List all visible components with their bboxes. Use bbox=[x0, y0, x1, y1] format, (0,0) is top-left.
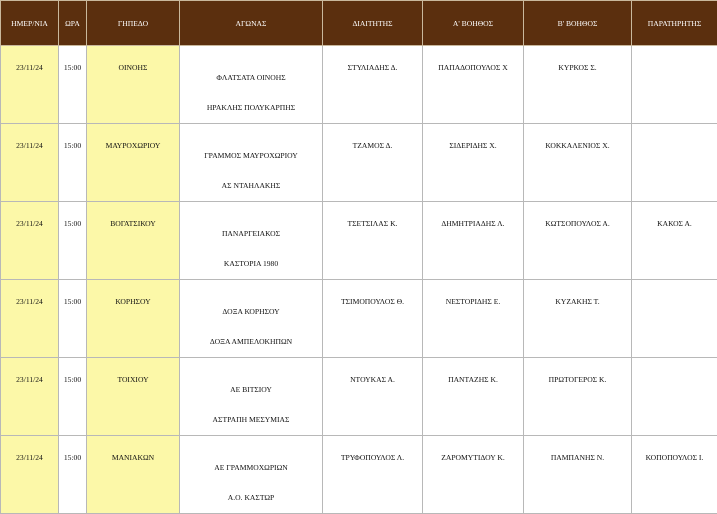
match-cell bbox=[180, 436, 323, 514]
assistant-2-cell: ΚΥΖΑΚΗΣ Τ. bbox=[524, 280, 632, 358]
home-team: ΔΟΞΑ ΚΟΡΗΣΟΥ bbox=[182, 297, 320, 327]
time-cell: 15:00 bbox=[59, 46, 87, 124]
observer-cell: ΚΑΚΟΣ Α. bbox=[632, 202, 717, 280]
assistant-1-cell: ΝΕΣΤΟΡΙΔΗΣ Ε. bbox=[423, 280, 524, 358]
time-cell: 15:00 bbox=[59, 124, 87, 202]
assistant-1-cell: ΣΙΔΕΡΙΔΗΣ Χ. bbox=[423, 124, 524, 202]
date-cell: 23/11/24 bbox=[1, 124, 59, 202]
match-cell bbox=[180, 124, 323, 202]
time-cell: 15:00 bbox=[59, 436, 87, 514]
match-cell bbox=[180, 280, 323, 358]
table-row bbox=[1, 46, 717, 124]
header-match: ΑΓΩΝΑΣ bbox=[180, 1, 323, 46]
table-row bbox=[1, 280, 717, 358]
home-team: ΦΛΑΤΣΑΤΑ ΟΙΝΟΗΣ bbox=[182, 63, 320, 93]
assistant-2-cell: ΠΑΜΠΑΝΗΣ Ν. bbox=[524, 436, 632, 514]
away-team: ΗΡΑΚΛΗΣ ΠΟΛΥΚΑΡΠΗΣ bbox=[182, 93, 320, 123]
header-date: ΗΜΕΡ/ΝΙΑ bbox=[1, 1, 59, 46]
time-cell: 15:00 bbox=[59, 202, 87, 280]
time-cell: 15:00 bbox=[59, 358, 87, 436]
assistant-2-cell: ΚΩΤΣΟΠΟΥΛΟΣ Α. bbox=[524, 202, 632, 280]
referee-cell: ΤΣΕΤΣΙΛΑΣ Κ. bbox=[323, 202, 423, 280]
away-team: ΚΑΣΤΟΡΙΑ 1980 bbox=[182, 249, 320, 279]
table-row bbox=[1, 202, 717, 280]
match-cell bbox=[180, 46, 323, 124]
observer-cell bbox=[632, 46, 717, 124]
away-team: ΔΟΞΑ ΑΜΠΕΛΟΚΗΠΩΝ bbox=[182, 327, 320, 357]
away-team: ΑΣΤΡΑΠΗ ΜΕΣΥΜΙΑΣ bbox=[182, 405, 320, 435]
assistant-1-cell: ΔΗΜΗΤΡΙΑΔΗΣ Λ. bbox=[423, 202, 524, 280]
date-cell: 23/11/24 bbox=[1, 202, 59, 280]
date-cell: 23/11/24 bbox=[1, 46, 59, 124]
date-cell: 23/11/24 bbox=[1, 436, 59, 514]
match-cell bbox=[180, 202, 323, 280]
venue-cell: ΚΟΡΗΣΟΥ bbox=[87, 280, 180, 358]
header-assistant-2: Β' ΒΟΗΘΟΣ bbox=[524, 1, 632, 46]
referee-cell: ΝΤΟΥΚΑΣ Α. bbox=[323, 358, 423, 436]
observer-cell bbox=[632, 280, 717, 358]
header-assistant-1: Α' ΒΟΗΘΟΣ bbox=[423, 1, 524, 46]
header-observer: ΠΑΡΑΤΗΡΗΤΗΣ bbox=[632, 1, 717, 46]
header-referee: ΔΙΑΙΤΗΤΗΣ bbox=[323, 1, 423, 46]
venue-cell: ΜΑΝΙΑΚΩΝ bbox=[87, 436, 180, 514]
away-team: ΑΣ ΝΤΑΗΛΑΚΗΣ bbox=[182, 171, 320, 201]
referee-cell: ΤΣΙΜΟΠΟΥΛΟΣ Θ. bbox=[323, 280, 423, 358]
match-cell bbox=[180, 358, 323, 436]
header-venue: ΓΗΠΕΔΟ bbox=[87, 1, 180, 46]
header-row bbox=[1, 1, 717, 46]
assistant-1-cell: ΖΑΡΟΜΥΤΙΔΟΥ Κ. bbox=[423, 436, 524, 514]
referee-cell: ΣΤΥΛΙΑΔΗΣ Δ. bbox=[323, 46, 423, 124]
venue-cell: ΜΑΥΡΟΧΩΡΙΟΥ bbox=[87, 124, 180, 202]
home-team: ΑΕ ΒΙΤΣΙΟΥ bbox=[182, 375, 320, 405]
assistant-2-cell: ΚΥΡΚΟΣ Σ. bbox=[524, 46, 632, 124]
observer-cell bbox=[632, 124, 717, 202]
table-row bbox=[1, 124, 717, 202]
table-row bbox=[1, 358, 717, 436]
assistant-2-cell: ΚΟΚΚΑΛΕΝΙΟΣ Χ. bbox=[524, 124, 632, 202]
assistant-1-cell: ΠΑΠΑΔΟΠΟΥΛΟΣ Χ bbox=[423, 46, 524, 124]
venue-cell: ΤΟΙΧΙΟΥ bbox=[87, 358, 180, 436]
venue-cell: ΒΟΓΑΤΣΙΚΟΥ bbox=[87, 202, 180, 280]
table-body bbox=[1, 46, 717, 514]
table-row bbox=[1, 436, 717, 514]
venue-cell: ΟΙΝΟΗΣ bbox=[87, 46, 180, 124]
referee-cell: ΤΖΑΜΟΣ Δ. bbox=[323, 124, 423, 202]
date-cell: 23/11/24 bbox=[1, 358, 59, 436]
header-time: ΩΡΑ bbox=[59, 1, 87, 46]
away-team: Α.Ο. ΚΑΣΤΩΡ bbox=[182, 483, 320, 513]
time-cell: 15:00 bbox=[59, 280, 87, 358]
home-team: ΑΕ ΓΡΑΜΜΟΧΩΡΙΩΝ bbox=[182, 453, 320, 483]
assistant-1-cell: ΠΑΝΤΑΖΗΣ Κ. bbox=[423, 358, 524, 436]
observer-cell: ΚΟΠΟΠΟΥΛΟΣ Ι. bbox=[632, 436, 717, 514]
date-cell: 23/11/24 bbox=[1, 280, 59, 358]
observer-cell bbox=[632, 358, 717, 436]
referee-cell: ΤΡΥΦΟΠΟΥΛΟΣ Λ. bbox=[323, 436, 423, 514]
assistant-2-cell: ΠΡΩΤΟΓΕΡΟΣ Κ. bbox=[524, 358, 632, 436]
home-team: ΠΑΝΑΡΓΕΙΑΚΟΣ bbox=[182, 219, 320, 249]
home-team: ΓΡΑΜΜΟΣ ΜΑΥΡΟΧΩΡΙΟΥ bbox=[182, 141, 320, 171]
